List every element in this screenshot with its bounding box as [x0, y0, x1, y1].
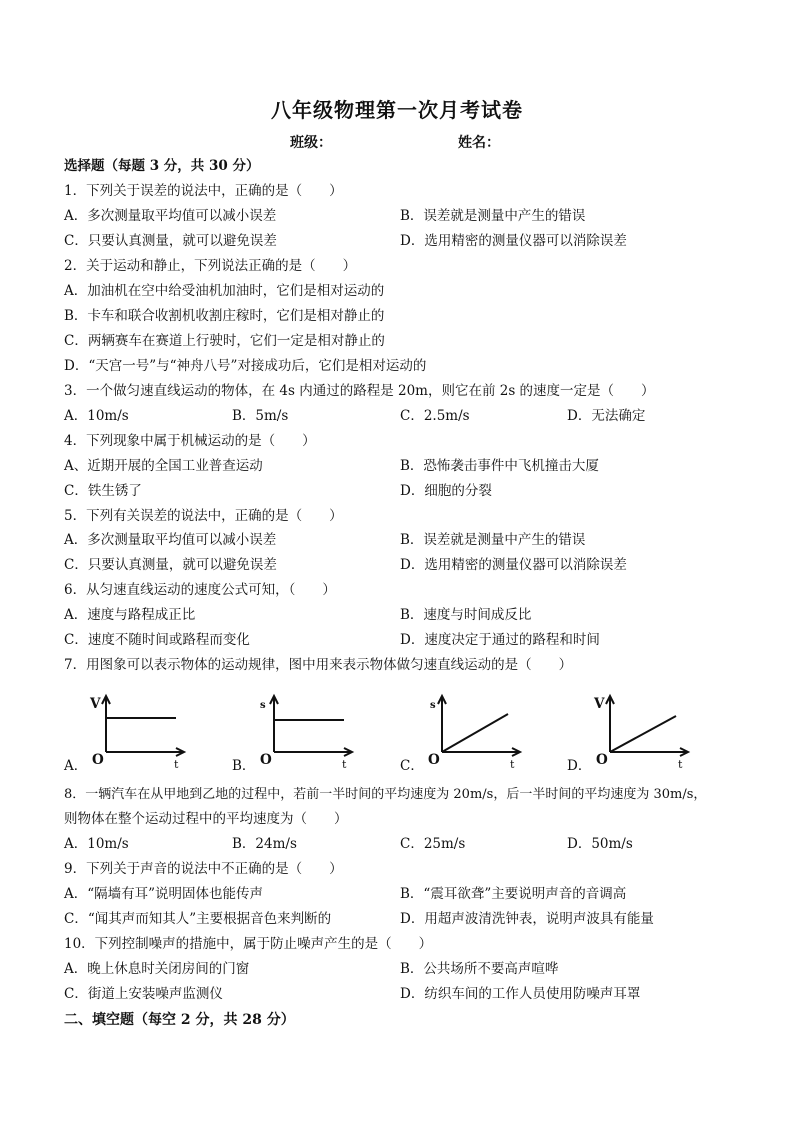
question-7-option-b: B． — [232, 758, 256, 774]
graph-d-svg — [592, 690, 702, 780]
class-label: 班级： — [290, 135, 332, 151]
question-8-stem-continued: 则物体在整个运动过程中的平均速度为（ ） — [64, 811, 348, 827]
graph-d-x-label: t — [678, 758, 683, 771]
graph-c-origin-label: O — [428, 752, 440, 768]
question-8-option-d: D．50m/s — [567, 836, 633, 852]
graph-d-origin-label: O — [596, 752, 608, 768]
question-1-option-b: B．误差就是测量中产生的错误 — [400, 208, 586, 224]
question-1-stem: 1．下列关于误差的说法中，正确的是（ ） — [64, 183, 343, 199]
question-4-option-d: D．细胞的分裂 — [400, 483, 492, 499]
question-3-stem: 3．一个做匀速直线运动的物体，在 4s 内通过的路程是 20m，则它在前 2s 的速度一定是（ ） — [64, 383, 655, 399]
question-6-option-b: B．速度与时间成反比 — [400, 607, 532, 623]
graph-a-y-label: V — [90, 696, 101, 712]
question-3-option-a: A．10m/s — [64, 408, 129, 424]
graph-d-plot-line — [610, 716, 676, 752]
question-7-option-d: D． — [567, 758, 592, 774]
question-9-option-b: B．“震耳欲聋”主要说明声音的音调高 — [400, 886, 627, 902]
question-8-option-c: C．25m/s — [400, 836, 466, 852]
question-9-option-c: C．“闻其声而知其人”主要根据音色来判断的 — [64, 911, 332, 927]
question-5-option-d: D．选用精密的测量仪器可以消除误差 — [400, 557, 627, 573]
question-1-option-a: A．多次测量取平均值可以减小误差 — [64, 208, 277, 224]
graph-c-plot-line — [442, 714, 508, 752]
graph-d — [592, 690, 702, 780]
graph-b-origin-label: O — [260, 752, 272, 768]
question-2-stem: 2．关于运动和静止，下列说法正确的是（ ） — [64, 258, 357, 274]
question-3-option-c: C．2.5m/s — [400, 408, 470, 424]
question-6-option-d: D．速度决定于通过的路程和时间 — [400, 632, 600, 648]
question-9-option-d: D．用超声波清洗钟表，说明声波具有能量 — [400, 911, 654, 927]
graph-a — [88, 690, 198, 780]
question-1-option-d: D．选用精密的测量仪器可以消除误差 — [400, 233, 627, 249]
page-title: 八年级物理第一次月考试卷 — [271, 98, 523, 122]
section1-heading: 选择题（每题 3 分，共 30 分） — [64, 158, 260, 174]
question-2-option-d: D．“天宫一号”与“神舟八号”对接成功后，它们是相对运动的 — [64, 358, 427, 374]
question-10-option-b: B．公共场所不要高声喧哗 — [400, 961, 559, 977]
name-label: 姓名： — [458, 135, 500, 151]
question-1-option-c: C．只要认真测量，就可以避免误差 — [64, 233, 277, 249]
graph-c — [424, 690, 534, 780]
section2-heading: 二、填空题（每空 2 分，共 28 分） — [64, 1012, 295, 1028]
graph-b-x-label: t — [342, 758, 347, 771]
question-3-option-d: D．无法确定 — [567, 408, 646, 424]
question-6-stem: 6．从匀速直线运动的速度公式可知，（ ） — [64, 582, 336, 598]
question-4-option-a: A、近期开展的全国工业普查运动 — [64, 458, 263, 474]
graph-c-x-label: t — [510, 758, 515, 771]
question-10-option-c: C．街道上安装噪声监测仪 — [64, 986, 223, 1002]
question-10-option-a: A．晚上休息时关闭房间的门窗 — [64, 961, 250, 977]
question-4-option-c: C．铁生锈了 — [64, 483, 142, 499]
question-2-option-a: A．加油机在空中给受油机加油时，它们是相对运动的 — [64, 283, 385, 299]
graph-a-svg — [88, 690, 198, 780]
question-9-stem: 9．下列关于声音的说法中不正确的是（ ） — [64, 861, 343, 877]
question-6-option-a: A．速度与路程成正比 — [64, 607, 196, 623]
question-8-option-a: A．10m/s — [64, 836, 129, 852]
question-4-stem: 4．下列现象中属于机械运动的是（ ） — [64, 433, 316, 449]
question-7-option-c: C． — [400, 758, 424, 774]
question-3-option-b: B．5m/s — [232, 408, 289, 424]
graph-c-svg — [424, 690, 534, 780]
graph-a-origin-label: O — [92, 752, 104, 768]
question-5-stem: 5．下列有关误差的说法中，正确的是（ ） — [64, 508, 343, 524]
question-5-option-c: C．只要认真测量，就可以避免误差 — [64, 557, 277, 573]
graph-b — [256, 690, 366, 780]
graph-c-y-label: s — [430, 700, 436, 711]
graph-a-x-label: t — [174, 758, 179, 771]
graph-b-y-label: s — [260, 700, 266, 711]
question-8-stem: 8．一辆汽车在从甲地到乙地的过程中，若前一半时间的平均速度为 20m/s，后一半时间的平均速度为 30m/s， — [64, 787, 707, 802]
question-2-option-b: B．卡车和联合收割机收割庄稼时，它们是相对静止的 — [64, 308, 385, 324]
question-7-stem: 7．用图象可以表示物体的运动规律，图中用来表示物体做匀速直线运动的是（ ） — [64, 657, 573, 673]
question-10-stem: 10．下列控制噪声的措施中，属于防止噪声产生的是（ ） — [64, 936, 433, 952]
question-2-option-c: C．两辆赛车在赛道上行驶时，它们一定是相对静止的 — [64, 333, 385, 349]
graph-b-svg — [256, 690, 366, 780]
question-5-option-b: B．误差就是测量中产生的错误 — [400, 532, 586, 548]
question-10-option-d: D．纺织车间的工作人员使用防噪声耳罩 — [400, 986, 641, 1002]
question-4-option-b: B．恐怖袭击事件中飞机撞击大厦 — [400, 458, 599, 474]
question-7-option-a: A． — [64, 758, 88, 774]
graph-d-y-label: V — [594, 696, 605, 712]
question-8-option-b: B．24m/s — [232, 836, 297, 852]
question-9-option-a: A．“隔墙有耳”说明固体也能传声 — [64, 886, 264, 902]
question-5-option-a: A．多次测量取平均值可以减小误差 — [64, 532, 277, 548]
question-6-option-c: C．速度不随时间或路程而变化 — [64, 632, 250, 648]
